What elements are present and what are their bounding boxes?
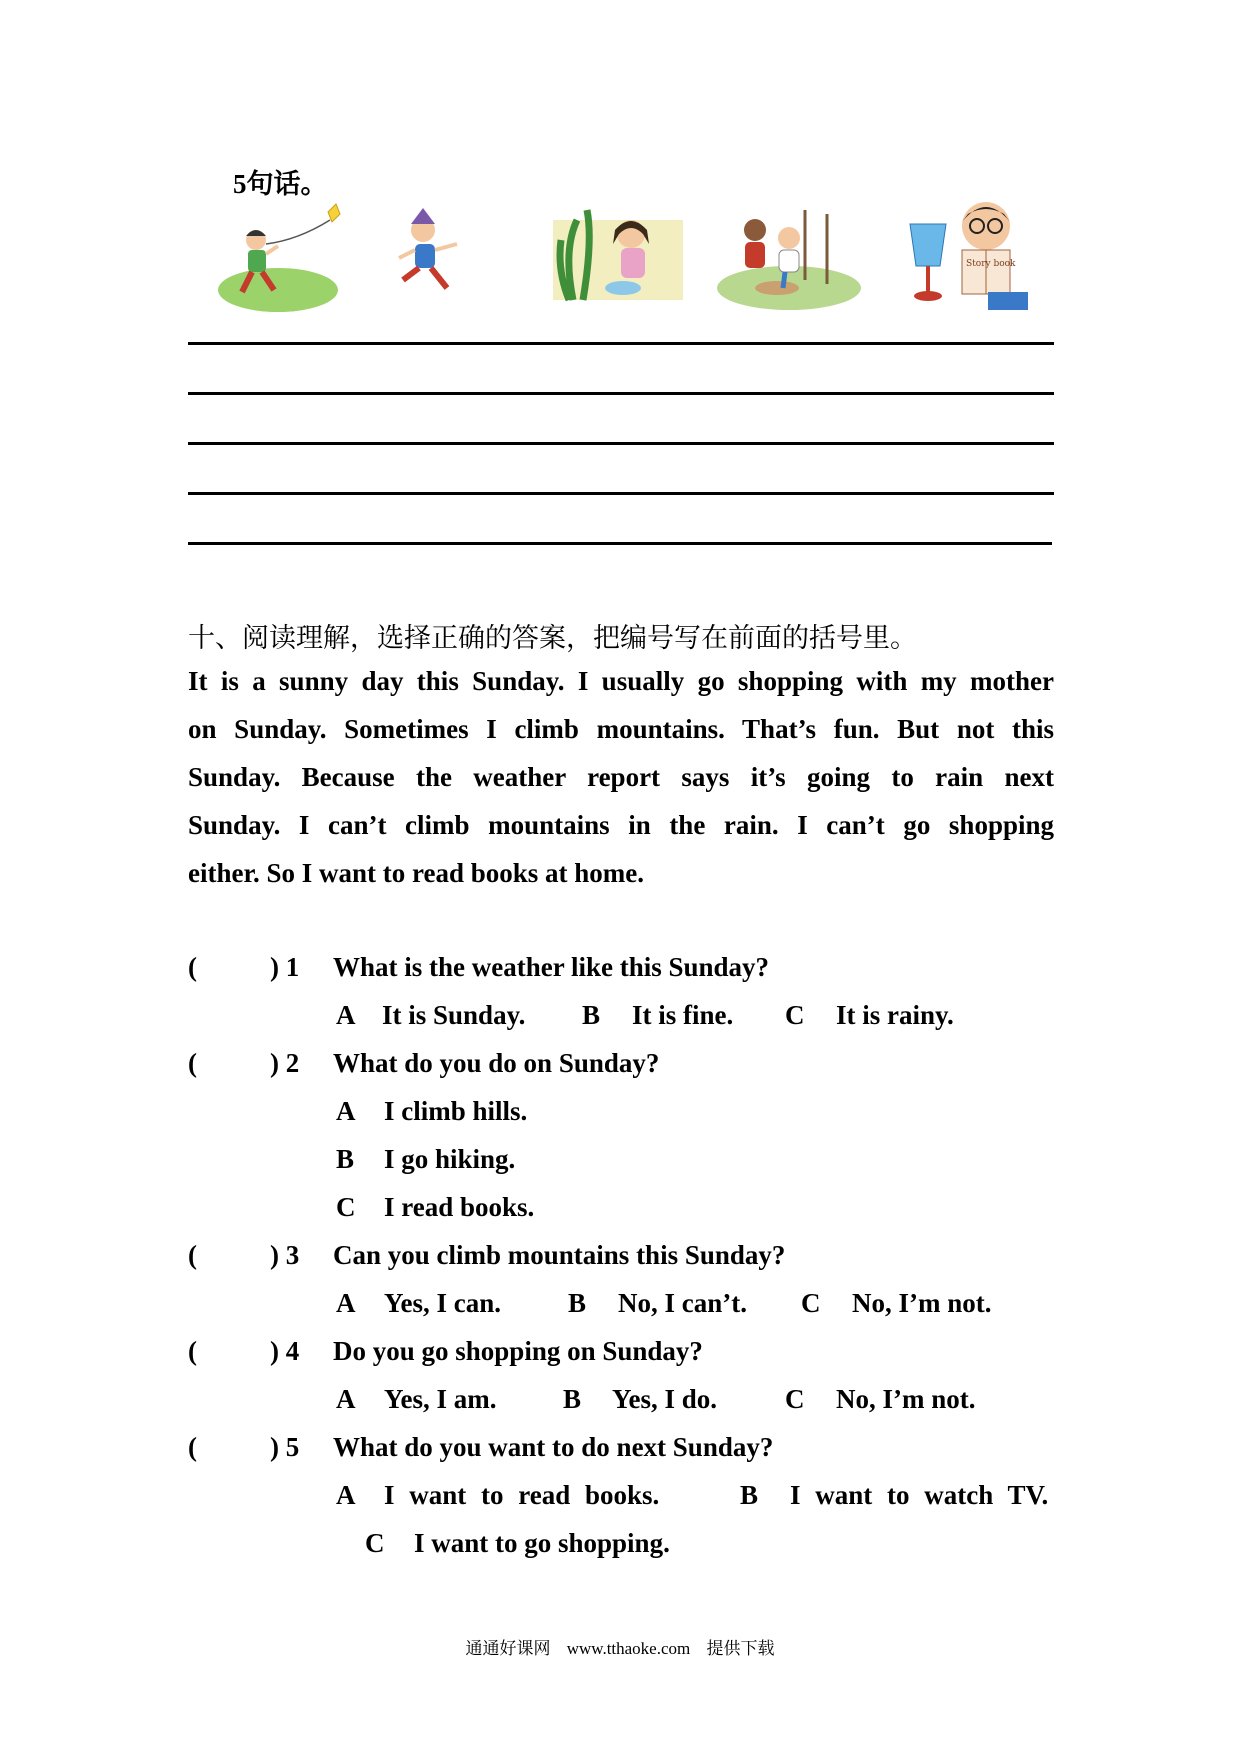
kids-planting-tree-icon [717, 200, 862, 312]
option-text: I want to watch TV. [790, 1480, 1049, 1510]
option-letter: C [336, 1192, 356, 1222]
option-text: Yes, I am. [384, 1384, 497, 1414]
option-text: It is rainy. [836, 1000, 954, 1030]
option-text: I climb hills. [384, 1096, 528, 1126]
question-text: Do you go shopping on Sunday? [333, 1336, 703, 1366]
passage-line: either. So I want to read books at home. [188, 858, 645, 888]
option-text: No, I’m not. [852, 1288, 992, 1318]
option-text: Yes, I can. [384, 1288, 502, 1318]
option-letter: A [336, 1000, 356, 1030]
option-letter: B [568, 1288, 587, 1318]
answer-bracket-open[interactable]: ( [188, 1240, 197, 1270]
question-number: ) 5 [270, 1432, 300, 1462]
passage-line: It is a sunny day this Sunday. I usually go shopping with my mother [188, 666, 1054, 696]
option-letter: B [740, 1480, 759, 1510]
option-text: It is fine. [632, 1000, 734, 1030]
question-number: ) 2 [270, 1048, 300, 1078]
option-letter: C [801, 1288, 821, 1318]
option-letter: A [336, 1096, 356, 1126]
answer-bracket-open[interactable]: ( [188, 1336, 197, 1366]
option-letter: A [336, 1384, 356, 1414]
footer-site-name: 通通好课网 [465, 1639, 551, 1658]
question-number: ) 4 [270, 1336, 300, 1366]
option-text: I go hiking. [384, 1144, 516, 1174]
section-heading: 十、阅读理解，选择正确的答案，把编号写在前面的括号里。 [188, 623, 917, 653]
writing-line[interactable] [188, 492, 1054, 495]
option-text: No, I’m not. [836, 1384, 976, 1414]
answer-bracket-open[interactable]: ( [188, 952, 197, 982]
passage-line: Sunday. I can’t climb mountains in the rain. I can’t go shopping [188, 810, 1054, 840]
passage-line: Sunday. Because the weather report says it’s going to rain next [188, 762, 1054, 792]
option-letter: B [582, 1000, 601, 1030]
question-text: What do you want to do next Sunday? [333, 1432, 774, 1462]
option-text: Yes, I do. [612, 1384, 718, 1414]
answer-bracket-open[interactable]: ( [188, 1432, 197, 1462]
answer-bracket-open[interactable]: ( [188, 1048, 197, 1078]
footer-note: 提供下载 [706, 1639, 775, 1658]
option-text: It is Sunday. [382, 1000, 526, 1030]
writing-line[interactable] [188, 542, 1052, 545]
footer-url[interactable]: www.tthaoke.com [566, 1639, 691, 1658]
boy-reading-storybook-icon [900, 196, 1028, 312]
writing-line[interactable] [188, 392, 1054, 395]
question-text: What do you do on Sunday? [333, 1048, 660, 1078]
question-number: ) 3 [270, 1240, 300, 1270]
option-letter: C [785, 1384, 805, 1414]
option-text: I read books. [384, 1192, 535, 1222]
option-letter: B [336, 1144, 355, 1174]
question-text: Can you climb mountains this Sunday? [333, 1240, 786, 1270]
passage-line: on Sunday. Sometimes I climb mountains. That’s fun. But not this [188, 714, 1054, 744]
option-text: No, I can’t. [618, 1288, 747, 1318]
option-letter: C [365, 1528, 385, 1558]
section-heading: 5句话。 [233, 169, 328, 199]
option-letter: C [785, 1000, 805, 1030]
option-text: I want to read books. [384, 1480, 660, 1510]
option-letter: A [336, 1288, 356, 1318]
svg-text:Story book: Story book [966, 259, 1016, 269]
running-kid-icon [385, 200, 475, 312]
question-text: What is the weather like this Sunday? [333, 952, 770, 982]
writing-line[interactable] [188, 342, 1054, 345]
option-letter: A [336, 1480, 356, 1510]
option-text: I want to go shopping. [414, 1528, 670, 1558]
kite-flying-boy-icon [218, 200, 348, 312]
option-letter: B [563, 1384, 582, 1414]
writing-line[interactable] [188, 442, 1054, 445]
girl-watering-plant-icon [553, 200, 683, 312]
footer [0, 1634, 1240, 1659]
question-number: ) 1 [270, 952, 300, 982]
